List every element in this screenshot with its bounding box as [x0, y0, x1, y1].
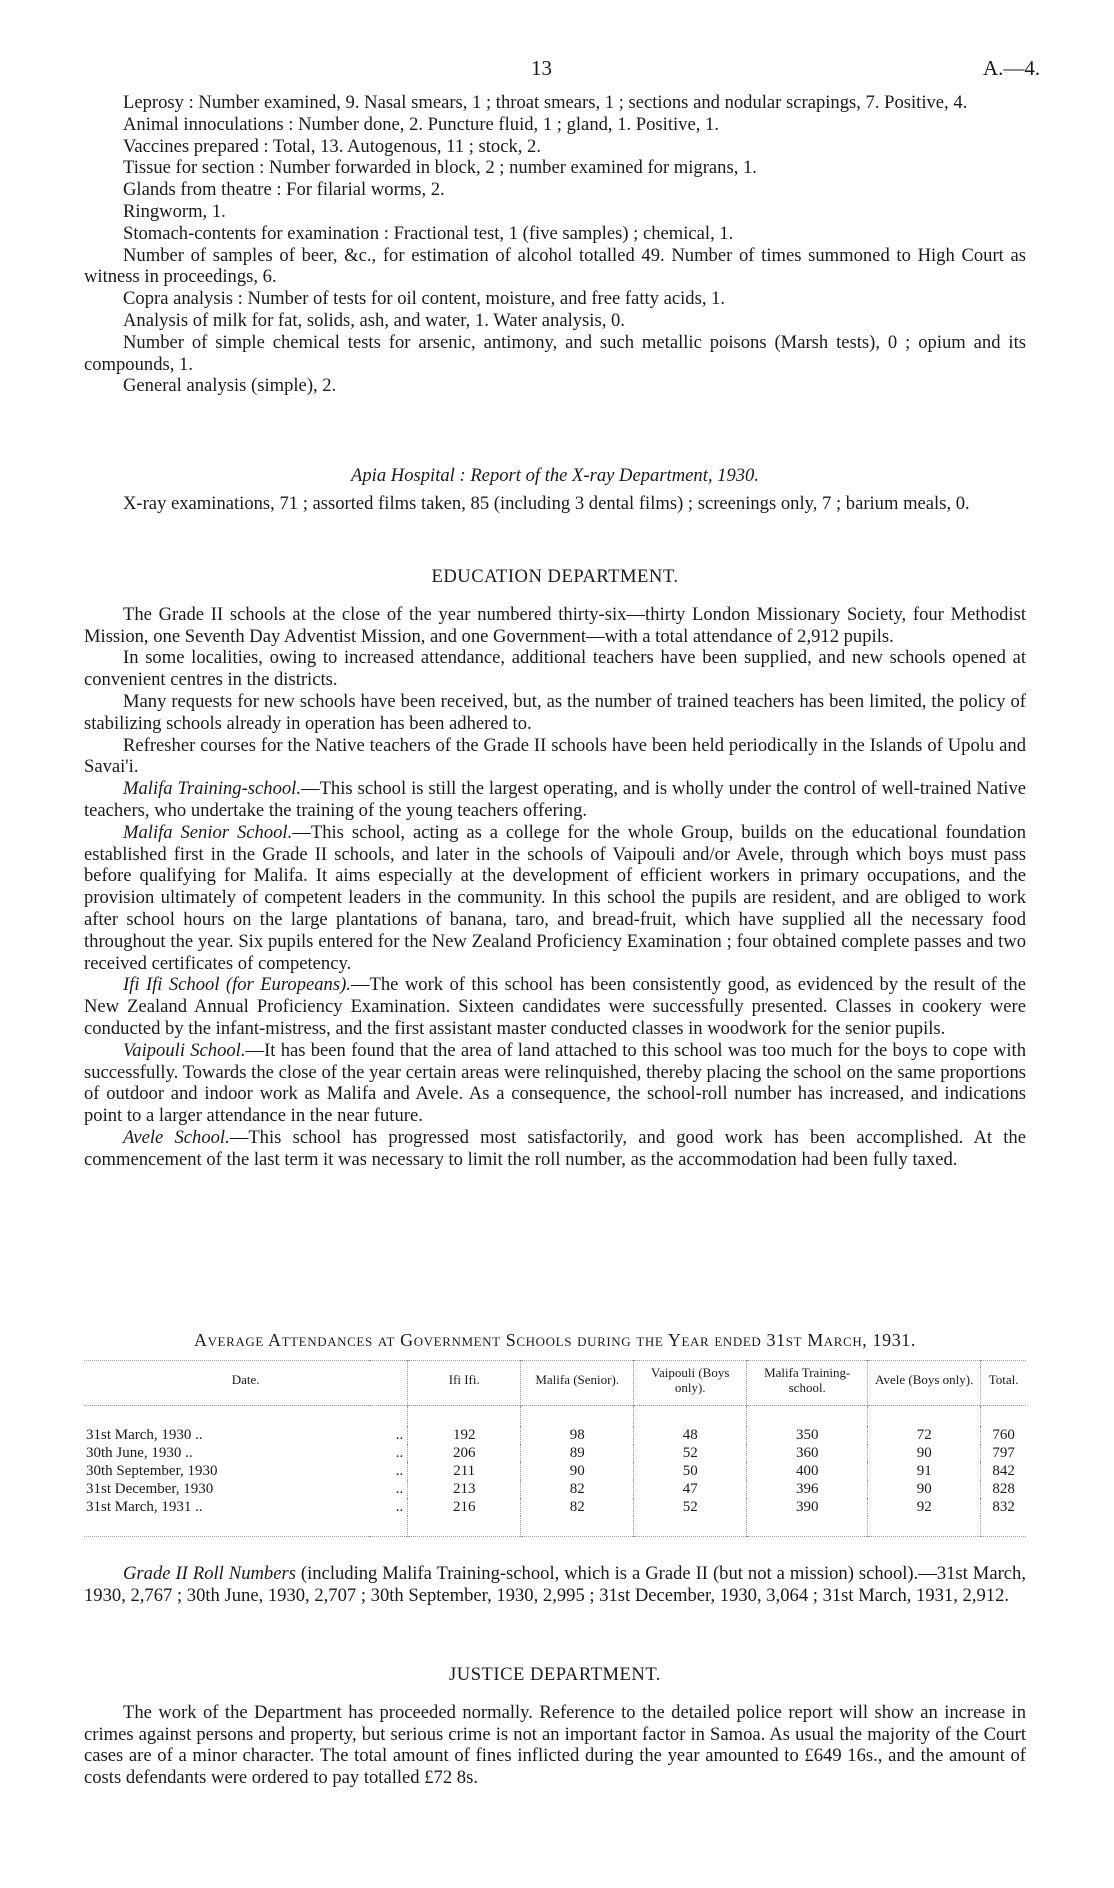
cell-ifi: 192 [408, 1426, 521, 1444]
education-section [84, 566, 1026, 1171]
column-header: Total. [988, 1372, 1019, 1388]
cell-total: 760 [992, 1426, 1015, 1443]
row-leader-dots: .. [369, 1480, 408, 1498]
cell-malifa: 90 [521, 1462, 634, 1480]
cell-training: 400 [747, 1462, 868, 1480]
attendance-table [84, 1360, 1026, 1537]
lab-line: Copra analysis : Number of tests for oil content, moisture, and free fatty acids, 1. [123, 288, 726, 310]
education-paragraph: Avele School.—This school has progressed most satisfactorily, and good work has been accomplished. At the commencement of the last term it was necessary to limit the roll number, as the accommodation had been fully taxed. [84, 1126, 1026, 1170]
attendance-table-block [84, 1330, 1026, 1537]
education-paragraph: Vaipouli School.—It has been found that the area of land attached to this school was too much for the boys to cope with successfully. Towards the close of the year certain areas were relinquished, thereby placing the school on the same proportions of outdoor and indoor work as Malifa and Avele. As a consequence, the school-roll number has increased, and indications point to a larger attendance in the near future. [84, 1039, 1026, 1127]
school-name: Vaipouli School. [123, 1039, 246, 1061]
table-row [84, 1480, 1026, 1498]
lab-line: Analysis of milk for fat, solids, ash, and water, 1. Water analysis, 0. [123, 309, 625, 331]
table-row [84, 1444, 1026, 1462]
cell-training: 396 [747, 1480, 868, 1498]
document-reference: A.—4. [983, 56, 1041, 80]
cell-total: 797 [992, 1444, 1015, 1461]
cell-vaipouli: 48 [634, 1426, 747, 1444]
xray-heading-title: Report of the X-ray Department, 1930. [470, 465, 759, 486]
row-leader-dots: .. [369, 1462, 408, 1480]
table-row [84, 1498, 1026, 1516]
row-leader-dots: .. [369, 1444, 408, 1462]
cell-total: 828 [992, 1480, 1015, 1497]
cell-training: 360 [747, 1444, 868, 1462]
xray-text: X-ray examinations, 71 ; assorted films taken, 85 (including 3 dental films) ; screenings only, 7 ; barium meals, 0. [123, 492, 970, 514]
school-name: Avele School. [123, 1126, 230, 1148]
lab-line: Ringworm, 1. [123, 200, 226, 222]
cell-avele: 90 [868, 1444, 981, 1462]
column-header: Avele (Boys only). [868, 1360, 981, 1405]
cell-avele: 92 [868, 1498, 981, 1516]
cell-total: 842 [992, 1462, 1015, 1479]
cell-vaipouli: 50 [634, 1462, 747, 1480]
cell-avele: 72 [868, 1426, 981, 1444]
education-paragraph: Many requests for new schools have been received, but, as the number of trained teachers has been limited, the policy of stabilizing schools already in operation has been adhered to. [84, 690, 1026, 734]
lab-line: Animal innoculations : Number done, 2. Puncture fluid, 1 ; gland, 1. Positive, 1. [123, 113, 719, 135]
column-header: Vaipouli (Boys only). [634, 1360, 747, 1405]
lab-line: Number of samples of beer, &c., for estimation of alcohol totalled 49. Number of times summoned to High Court as witness in proceedings, 6. [84, 244, 1026, 288]
roll-paragraph: Grade II Roll Numbers (including Malifa Training-school, which is a Grade II (but not a mission) school).—31st March, 1930, 2,767 ; 30th June, 1930, 2,707 ; 30th September, 1930, 2,995 ; 31st December, 1930, 3,064 ; 31st March, 1931, 2,912. [84, 1563, 1026, 1606]
education-paragraph: The Grade II schools at the close of the year numbered thirty-six—thirty London Missionary Society, four Methodist Mission, one Seventh Day Adventist Mission, and one Government—with a total attendance of 2,912 pupils. [84, 603, 1026, 647]
education-paragraph: In some localities, owing to increased attendance, additional teachers have been supplied, and new schools opened at convenient centres in the districts. [84, 647, 1026, 691]
lab-line: General analysis (simple), 2. [123, 375, 337, 397]
cell-ifi: 211 [408, 1462, 521, 1480]
cell-vaipouli: 52 [634, 1444, 747, 1462]
roll-numbers [84, 1563, 1026, 1607]
table-row [84, 1462, 1026, 1480]
cell-total: 832 [992, 1498, 1015, 1515]
cell-vaipouli: 47 [634, 1480, 747, 1498]
education-paragraph: Refresher courses for the Native teachers of the Grade II schools have been held periodically in the Islands of Upolu and Savai'i. [84, 734, 1026, 778]
cell-malifa: 82 [521, 1480, 634, 1498]
cell-training: 390 [747, 1498, 868, 1516]
justice-paragraph: The work of the Department has proceeded normally. Reference to the detailed police report will show an increase in crimes against persons and property, but serious crime is not an important factor in Samoa. As usual the majority of the Court cases are of a minor character. The total amount of fines inflicted during the year amounted to £649 16s., and the amount of costs defendants were ordered to pay totalled £72 8s. [84, 1701, 1026, 1789]
roll-title: Grade II Roll Numbers [123, 1563, 296, 1584]
row-date: 30th June, 1930 .. [86, 1444, 193, 1461]
education-heading: EDUCATION DEPARTMENT. [431, 566, 679, 587]
row-leader-dots: .. [369, 1498, 408, 1516]
cell-avele: 91 [868, 1462, 981, 1480]
school-name: Malifa Training-school. [123, 778, 301, 800]
education-paragraph: Malifa Senior School.—This school, acting as a college for the whole Group, builds on the educational foundation established first in the Grade II schools, and later in the schools of Vaipouli and/or Avele, through which boys must pass before qualifying for Malifa. It aims especially at the development of efficient workers in primary occupations, and the provision ultimately of competent leaders in the community. In this school the pupils are resident, and are obliged to work after school hours on the large plantations of banana, taro, and bread-fruit, which have supplied all the necessary food throughout the year. Six pupils entered for the New Zealand Proficiency Examination ; four obtained complete passes and two received certificates of competency. [84, 821, 1026, 974]
school-name: Malifa Senior School. [123, 821, 293, 843]
row-date: 31st March, 1930 .. [86, 1426, 203, 1443]
lab-line: Number of simple chemical tests for arsenic, antimony, and such metallic poisons (Marsh tests), 0 ; opium and its compounds, 1. [84, 331, 1026, 375]
column-header: Date. [84, 1360, 408, 1405]
row-date: 31st December, 1930 [86, 1480, 214, 1497]
lab-line: Vaccines prepared : Total, 13. Autogenous, 11 ; stock, 2. [123, 135, 542, 157]
table-row [84, 1426, 1026, 1444]
education-paragraph: Ifi Ifi School (for Europeans).—The work of this school has been consistently good, as evidenced by the result of the New Zealand Annual Proficiency Examination. Sixteen candidates were successfully presented. Classes in cookery were conducted by the infant-mistress, and the first assistant master conducted classes in woodwork for the senior pupils. [84, 974, 1026, 1039]
justice-section [84, 1664, 1026, 1789]
column-header: Malifa Training-school. [747, 1360, 868, 1405]
row-leader-dots: .. [369, 1426, 408, 1444]
lab-line: Stomach-contents for examination : Fractional test, 1 (five samples) ; chemical, 1. [123, 222, 734, 244]
cell-malifa: 89 [521, 1444, 634, 1462]
lab-line: Glands from theatre : For filarial worms, 2. [123, 179, 445, 201]
school-name: Ifi Ifi School (for Europeans). [123, 974, 351, 996]
cell-malifa: 82 [521, 1498, 634, 1516]
lab-line: Leprosy : Number examined, 9. Nasal smears, 1 ; throat smears, 1 ; sections and nodular scrapings, 7. Positive, 4. [123, 92, 968, 113]
column-header: Malifa (Senior). [521, 1360, 634, 1405]
lab-line: Tissue for section : Number forwarded in block, 2 ; number examined for migrans, 1. [123, 157, 757, 179]
table-caption: Average Attendances at Government Schools during the Year ended 31st March, 1931. [193, 1330, 917, 1350]
row-date: 30th September, 1930 [86, 1462, 218, 1479]
row-date: 31st March, 1931 .. [86, 1498, 203, 1515]
laboratory-report [84, 92, 1026, 397]
page-number: 13 [531, 56, 552, 80]
cell-training: 350 [747, 1426, 868, 1444]
column-header: Ifi Ifi. [408, 1360, 521, 1405]
justice-heading: JUSTICE DEPARTMENT. [449, 1664, 661, 1685]
xray-section [84, 465, 1026, 515]
cell-ifi: 213 [408, 1480, 521, 1498]
cell-vaipouli: 52 [634, 1498, 747, 1516]
cell-ifi: 216 [408, 1498, 521, 1516]
xray-heading-place: Apia Hospital : [351, 465, 466, 486]
xray-heading [84, 465, 1026, 487]
cell-avele: 90 [868, 1480, 981, 1498]
cell-malifa: 98 [521, 1426, 634, 1444]
cell-ifi: 206 [408, 1444, 521, 1462]
education-paragraph: Malifa Training-school.—This school is still the largest operating, and is wholly under the control of well-trained Native teachers, who undertake the training of the young teachers offering. [84, 778, 1026, 821]
